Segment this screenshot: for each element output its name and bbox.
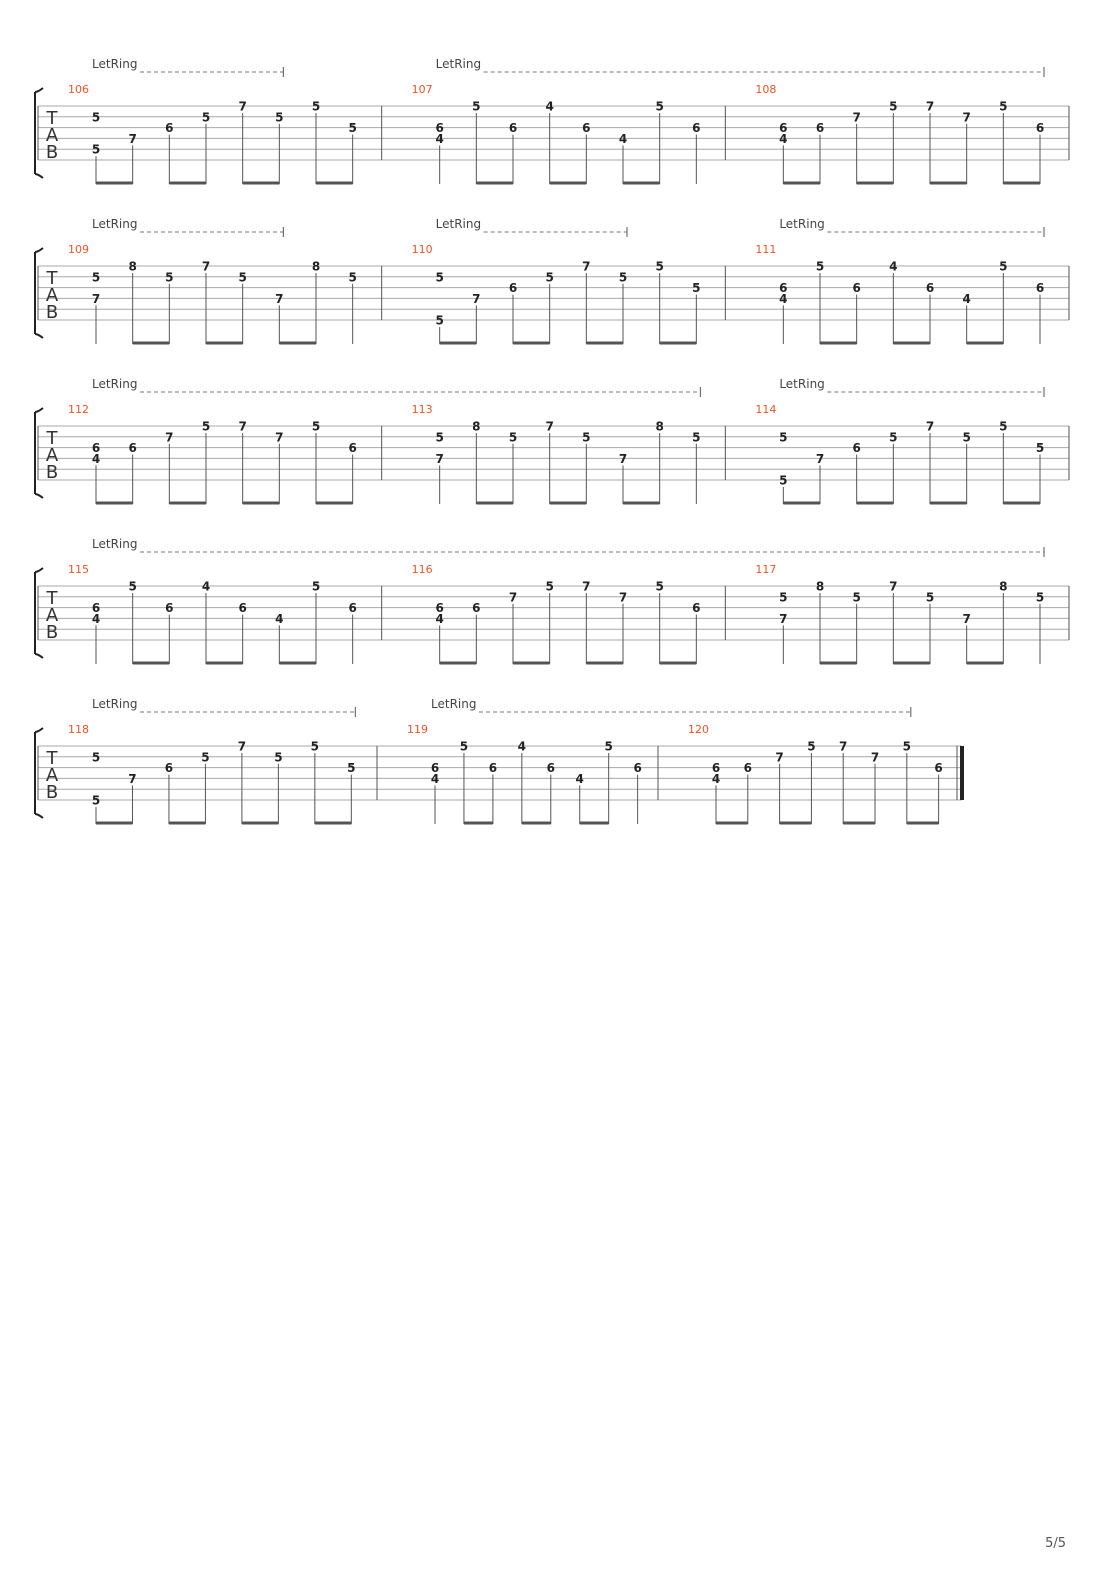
fret-number: 7 <box>275 430 284 445</box>
fret-number: 7 <box>775 750 784 765</box>
fret-number: 5 <box>435 270 444 285</box>
system-bracket <box>35 248 43 338</box>
fret-number: 5 <box>347 761 356 776</box>
fret-number: 6 <box>430 761 440 776</box>
fret-number: 7 <box>815 451 825 466</box>
fret-number: 7 <box>962 611 971 626</box>
fret-number: 6 <box>852 281 861 296</box>
measure-number: 118 <box>68 723 89 736</box>
let-ring-label: LetRing <box>92 697 138 711</box>
fret-number: 4 <box>618 131 628 146</box>
fret-number: 6 <box>815 121 825 136</box>
fret-number: 6 <box>164 761 174 776</box>
fret-number: 5 <box>807 739 816 754</box>
fret-number: 6 <box>508 281 518 296</box>
fret-number: 6 <box>435 601 444 616</box>
tab-clef-letter: B <box>45 142 59 163</box>
fret-number: 7 <box>545 419 554 434</box>
fret-number: 7 <box>165 430 174 445</box>
fret-number: 7 <box>889 579 898 594</box>
tab-clef-letter: B <box>45 462 59 483</box>
fret-number: 7 <box>779 611 788 626</box>
fret-number: 7 <box>852 110 861 125</box>
measure-number: 110 <box>411 243 433 256</box>
fret-number: 5 <box>779 430 788 445</box>
fret-number: 5 <box>201 110 211 125</box>
fret-number: 5 <box>999 419 1008 434</box>
fret-number: 5 <box>310 739 320 754</box>
fret-number: 4 <box>435 611 444 626</box>
tab-clef-letter: A <box>45 765 59 786</box>
fret-number: 5 <box>852 590 861 605</box>
fret-number: 4 <box>91 611 101 626</box>
fret-number: 5 <box>962 430 971 445</box>
fret-number: 7 <box>618 451 628 466</box>
fret-number: 5 <box>779 590 788 605</box>
fret-number: 5 <box>459 739 469 754</box>
let-ring-label: LetRing <box>92 57 138 71</box>
fret-number: 5 <box>472 99 481 114</box>
fret-number: 6 <box>546 761 555 776</box>
let-ring-label: LetRing <box>92 537 138 551</box>
fret-number: 6 <box>692 121 701 136</box>
fret-number: 5 <box>545 270 554 285</box>
measure-number: 113 <box>411 403 433 416</box>
let-ring-label: LetRing <box>779 217 825 231</box>
fret-number: 4 <box>545 99 554 114</box>
fret-number: 5 <box>1035 441 1045 456</box>
fret-number: 6 <box>934 761 943 776</box>
fret-number: 7 <box>962 110 971 125</box>
fret-number: 4 <box>575 771 584 786</box>
fret-number: 7 <box>238 419 247 434</box>
fret-number: 6 <box>852 441 861 456</box>
fret-number: 4 <box>435 131 444 146</box>
fret-number: 8 <box>815 579 825 594</box>
fret-number: 5 <box>91 750 101 765</box>
fret-number: 5 <box>545 579 554 594</box>
fret-number: 5 <box>582 430 591 445</box>
fret-number: 5 <box>91 142 101 157</box>
fret-number: 6 <box>348 441 357 456</box>
measure-number: 116 <box>411 563 433 576</box>
measure-number: 115 <box>68 563 89 576</box>
fret-number: 5 <box>311 99 321 114</box>
fret-number: 4 <box>779 131 788 146</box>
fret-number: 6 <box>779 121 788 136</box>
fret-number: 7 <box>238 99 247 114</box>
fret-number: 4 <box>201 579 211 594</box>
let-ring-label: LetRing <box>435 217 482 231</box>
fret-number: 7 <box>508 590 518 605</box>
fret-number: 8 <box>655 419 664 434</box>
measure-number: 106 <box>68 83 89 96</box>
fret-number: 7 <box>275 291 284 306</box>
fret-number: 7 <box>472 291 481 306</box>
fret-number: 6 <box>128 441 137 456</box>
fret-number: 5 <box>604 739 613 754</box>
fret-number: 5 <box>999 99 1008 114</box>
tab-clef-letter: T <box>46 588 58 609</box>
system-bracket <box>35 568 43 658</box>
measure-number: 111 <box>755 243 777 256</box>
fret-number: 4 <box>517 739 527 754</box>
fret-number: 5 <box>815 259 825 274</box>
fret-number: 4 <box>91 451 101 466</box>
fret-number: 8 <box>472 419 481 434</box>
page-number: 5/5 <box>1045 1536 1066 1551</box>
fret-number: 5 <box>925 590 935 605</box>
fret-number: 7 <box>582 579 591 594</box>
tab-clef-letter: A <box>45 445 59 466</box>
fret-number: 7 <box>201 259 211 274</box>
measure-number: 119 <box>407 723 428 736</box>
fret-number: 5 <box>692 281 701 296</box>
fret-number: 7 <box>839 739 848 754</box>
fret-number: 5 <box>275 110 284 125</box>
tab-clef-letter: T <box>46 428 58 449</box>
tab-clef-letter: A <box>45 125 59 146</box>
fret-number: 6 <box>435 121 444 136</box>
fret-number: 5 <box>91 270 101 285</box>
fret-number: 7 <box>925 99 935 114</box>
fret-number: 6 <box>633 761 642 776</box>
fret-number: 6 <box>91 441 101 456</box>
system-bracket <box>35 408 43 498</box>
fret-number: 5 <box>655 259 664 274</box>
fret-number: 5 <box>128 579 137 594</box>
fret-number: 6 <box>692 601 701 616</box>
let-ring-label: LetRing <box>431 697 477 711</box>
fret-number: 4 <box>430 771 440 786</box>
fret-number: 8 <box>128 259 137 274</box>
fret-number: 6 <box>743 761 752 776</box>
fret-number: 5 <box>692 430 701 445</box>
measure-number: 109 <box>68 243 89 256</box>
fret-number: 6 <box>165 601 174 616</box>
fret-number: 6 <box>488 761 498 776</box>
fret-number: 6 <box>779 281 788 296</box>
fret-number: 7 <box>435 451 444 466</box>
fret-number: 4 <box>275 611 284 626</box>
fret-number: 5 <box>201 750 210 765</box>
fret-number: 5 <box>999 259 1008 274</box>
fret-number: 5 <box>238 270 247 285</box>
fret-number: 7 <box>128 131 137 146</box>
fret-number: 5 <box>779 473 788 488</box>
fret-number: 6 <box>925 281 935 296</box>
fret-number: 5 <box>311 579 321 594</box>
fret-number: 5 <box>902 739 911 754</box>
fret-number: 8 <box>999 579 1008 594</box>
fret-number: 5 <box>165 270 174 285</box>
tab-clef-letter: B <box>45 302 59 323</box>
fret-number: 6 <box>1035 121 1045 136</box>
fret-number: 4 <box>779 291 788 306</box>
fret-number: 5 <box>1035 590 1045 605</box>
tab-clef-letter: A <box>45 605 59 626</box>
measure-number: 114 <box>755 403 777 416</box>
system-bracket <box>35 88 43 178</box>
fret-number: 5 <box>311 419 321 434</box>
let-ring-label: LetRing <box>92 377 138 391</box>
let-ring-label: LetRing <box>92 217 138 231</box>
fret-number: 7 <box>237 739 247 754</box>
measure-number: 117 <box>755 563 777 576</box>
system-bracket <box>35 728 43 818</box>
tab-clef-letter: T <box>46 748 58 769</box>
fret-number: 4 <box>962 291 971 306</box>
fret-number: 4 <box>711 771 721 786</box>
tab-clef-letter: T <box>46 268 58 289</box>
fret-number: 5 <box>91 793 101 808</box>
fret-number: 6 <box>508 121 518 136</box>
fret-number: 7 <box>870 750 880 765</box>
fret-number: 7 <box>618 590 628 605</box>
fret-number: 6 <box>348 601 357 616</box>
fret-number: 6 <box>472 601 481 616</box>
let-ring-label: LetRing <box>779 377 825 391</box>
fret-number: 5 <box>348 270 357 285</box>
fret-number: 5 <box>91 110 101 125</box>
fret-number: 6 <box>91 601 101 616</box>
fret-number: 5 <box>201 419 211 434</box>
fret-number: 5 <box>435 313 444 328</box>
fret-number: 5 <box>274 750 283 765</box>
tab-clef-letter: A <box>45 285 59 306</box>
fret-number: 6 <box>165 121 174 136</box>
fret-number: 6 <box>238 601 247 616</box>
tab-clef-letter: B <box>45 782 59 803</box>
fret-number: 5 <box>435 430 444 445</box>
fret-number: 6 <box>582 121 591 136</box>
fret-number: 5 <box>348 121 357 136</box>
measure-number: 107 <box>411 83 433 96</box>
fret-number: 5 <box>618 270 628 285</box>
tab-clef-letter: T <box>46 108 58 129</box>
fret-number: 5 <box>655 579 664 594</box>
fret-number: 4 <box>889 259 898 274</box>
tab-clef-letter: B <box>45 622 59 643</box>
fret-number: 6 <box>1035 281 1045 296</box>
fret-number: 7 <box>128 771 137 786</box>
fret-number: 7 <box>925 419 935 434</box>
measure-number: 120 <box>688 723 709 736</box>
let-ring-label: LetRing <box>435 57 482 71</box>
fret-number: 5 <box>508 430 518 445</box>
fret-number: 5 <box>889 430 898 445</box>
fret-number: 5 <box>655 99 664 114</box>
fret-number: 7 <box>582 259 591 274</box>
measure-number: 108 <box>755 83 777 96</box>
measure-number: 112 <box>68 403 89 416</box>
fret-number: 7 <box>91 291 101 306</box>
fret-number: 5 <box>889 99 898 114</box>
fret-number: 8 <box>311 259 321 274</box>
fret-number: 6 <box>711 761 721 776</box>
